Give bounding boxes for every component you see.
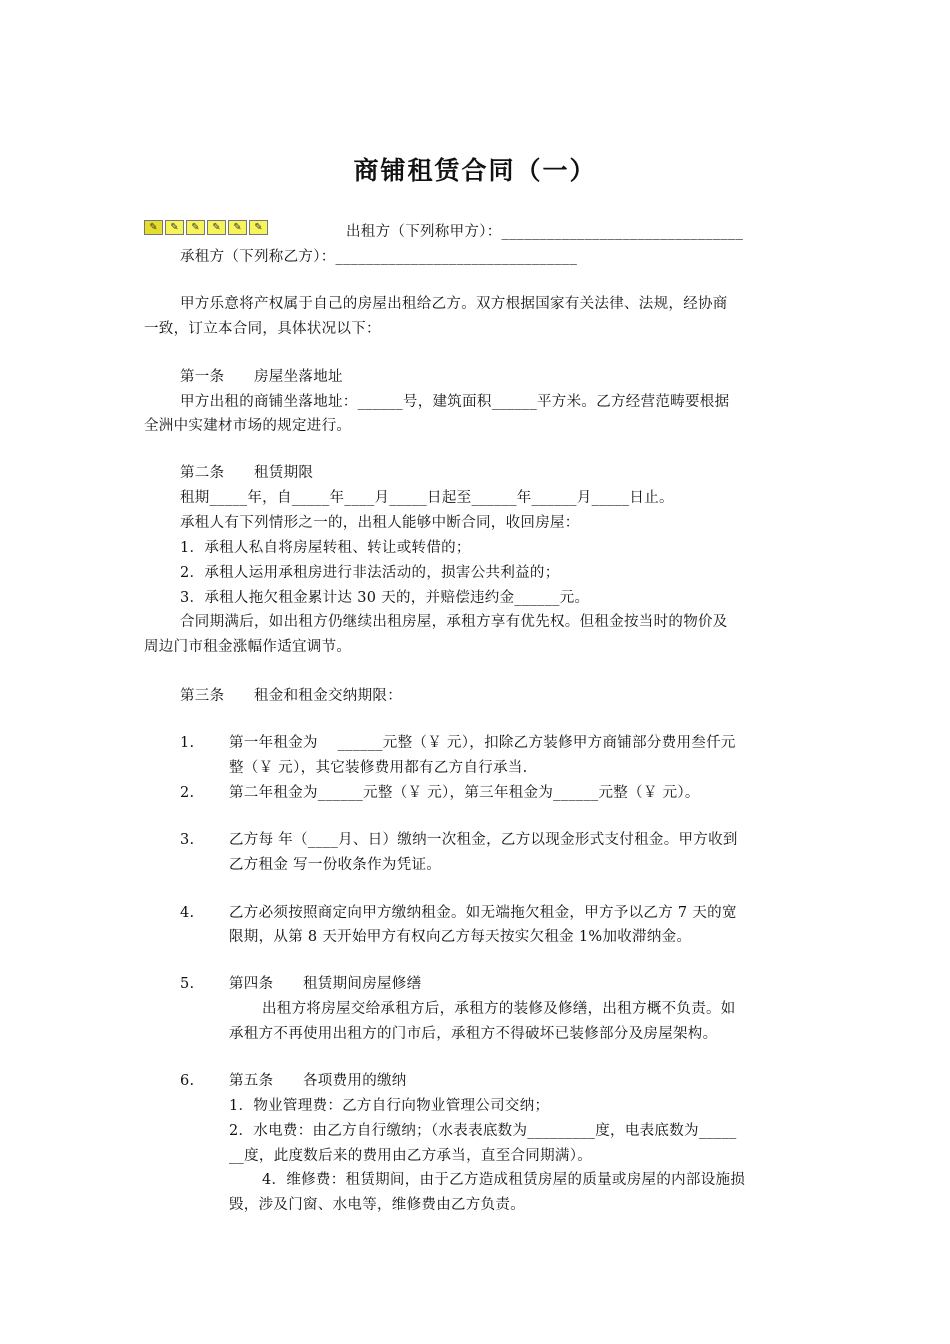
article2-renew-1: 合同期满后，如出租方仍继续出租房屋，承租方享有优先权。但租金按当时的物价及 (180, 614, 728, 630)
article2-cond-2: 2．承租人运用承租房进行非法活动的，损害公共利益的； (180, 565, 560, 581)
item-5-heading: 第四条 租赁期间房屋修缮 (229, 976, 422, 992)
item-number: 6. (180, 1073, 195, 1089)
toolbar-icons (144, 220, 268, 237)
pencil-icon: ✎ (207, 220, 226, 235)
pencil-icon: ✎ (228, 220, 247, 235)
article2-cond-intro: 承租人有下列情形之一的，出租人能够中断合同，收回房屋： (180, 515, 580, 531)
item-5-line-2: 承租方不再使用出租方的门市后，承租方不得破坏已装修部分及房屋架构。 (229, 1026, 718, 1042)
lessee-line: 承租方（下列称乙方）：________________________________ (180, 249, 578, 265)
item-5-line-1: 出租方将房屋交给承租方后，承租方的装修及修缮，出租方概不负责。如 (262, 1001, 736, 1017)
item-4-line-1: 乙方必须按照商定向甲方缴纳租金。如无端拖欠租金，甲方予以乙方 7 天的宽 (229, 905, 737, 921)
item-number: 4. (180, 905, 195, 921)
item-number: 5. (180, 976, 195, 992)
pencil-icon: ✎ (186, 220, 205, 235)
article3-heading: 第三条 租金和租金交纳期限： (180, 688, 402, 704)
article2-term: 租期_____年，自_____年____月_____日起至______年______月_____日止。 (180, 490, 674, 506)
item-number: 1. (180, 735, 195, 751)
item-number: 2. (180, 785, 195, 801)
item-number: 3. (180, 832, 195, 848)
lessor-line: 出租方（下列称甲方）：________________________________ (346, 224, 744, 240)
article2-heading: 第二条 租赁期限 (180, 465, 314, 481)
intro-line-2: 一致，订立本合同，具体状况以下： (144, 321, 381, 337)
intro-line-1: 甲方乐意将产权属于自己的房屋出租给乙方。双方根据国家有关法律、法规，经协商 (180, 296, 728, 312)
item-1-line-1: 第一年租金为 ______元整（￥ 元），扣除乙方装修甲方商铺部分费用叁仟元 (229, 735, 736, 751)
item-6-line-5: 毁，涉及门窗、水电等，维修费由乙方负责。 (229, 1197, 525, 1213)
item-6-line-1: 1．物业管理费：乙方自行向物业管理公司交纳； (229, 1098, 550, 1114)
item-6-line-4: 4．维修费：租赁期间，由于乙方造成租赁房屋的质量或房屋的内部设施损 (262, 1172, 746, 1188)
article1-line-1: 甲方出租的商铺坐落地址：______号，建筑面积______平方米。乙方经营范畴要根据 (180, 394, 730, 410)
article1-heading: 第一条 房屋坐落地址 (180, 369, 343, 385)
item-1-line-2: 整（￥ 元），其它装修费用都有乙方自行承当. (229, 760, 528, 776)
item-6-heading: 第五条 各项费用的缴纳 (229, 1073, 407, 1089)
item-3-line-1: 乙方每 年（____月、日）缴纳一次租金，乙方以现金形式支付租金。甲方收到 (229, 832, 738, 848)
item-2-line-1: 第二年租金为______元整（￥ 元），第三年租金为______元整（￥ 元）。 (229, 785, 700, 801)
book-icon: ✎ (144, 220, 163, 235)
article1-line-2: 全洲中实建材市场的规定进行。 (144, 418, 352, 434)
pencil-icon: ✎ (165, 220, 184, 235)
item-6-line-3: __度，此度数后来的费用由乙方承当，直至合同期满）。 (229, 1148, 593, 1164)
item-4-line-2: 限期，从第 8 天开始甲方有权向乙方每天按实欠租金 1%加收滞纳金。 (229, 929, 692, 945)
pencil-icon: ✎ (249, 220, 268, 235)
page-title: 商铺租赁合同（一） (353, 156, 597, 185)
article2-renew-2: 周边门市租金涨幅作适宜调节。 (144, 639, 352, 655)
article2-cond-3: 3．承租人拖欠租金累计达 30 天的，并赔偿违约金______元。 (180, 590, 590, 606)
item-3-line-2: 乙方租金 写一份收条作为凭证。 (229, 857, 442, 873)
item-6-line-2: 2．水电费：由乙方自行缴纳；（水表表底数为_________度，电表底数为_____ (229, 1123, 737, 1139)
article2-cond-1: 1．承租人私自将房屋转租、转让或转借的； (180, 540, 471, 556)
